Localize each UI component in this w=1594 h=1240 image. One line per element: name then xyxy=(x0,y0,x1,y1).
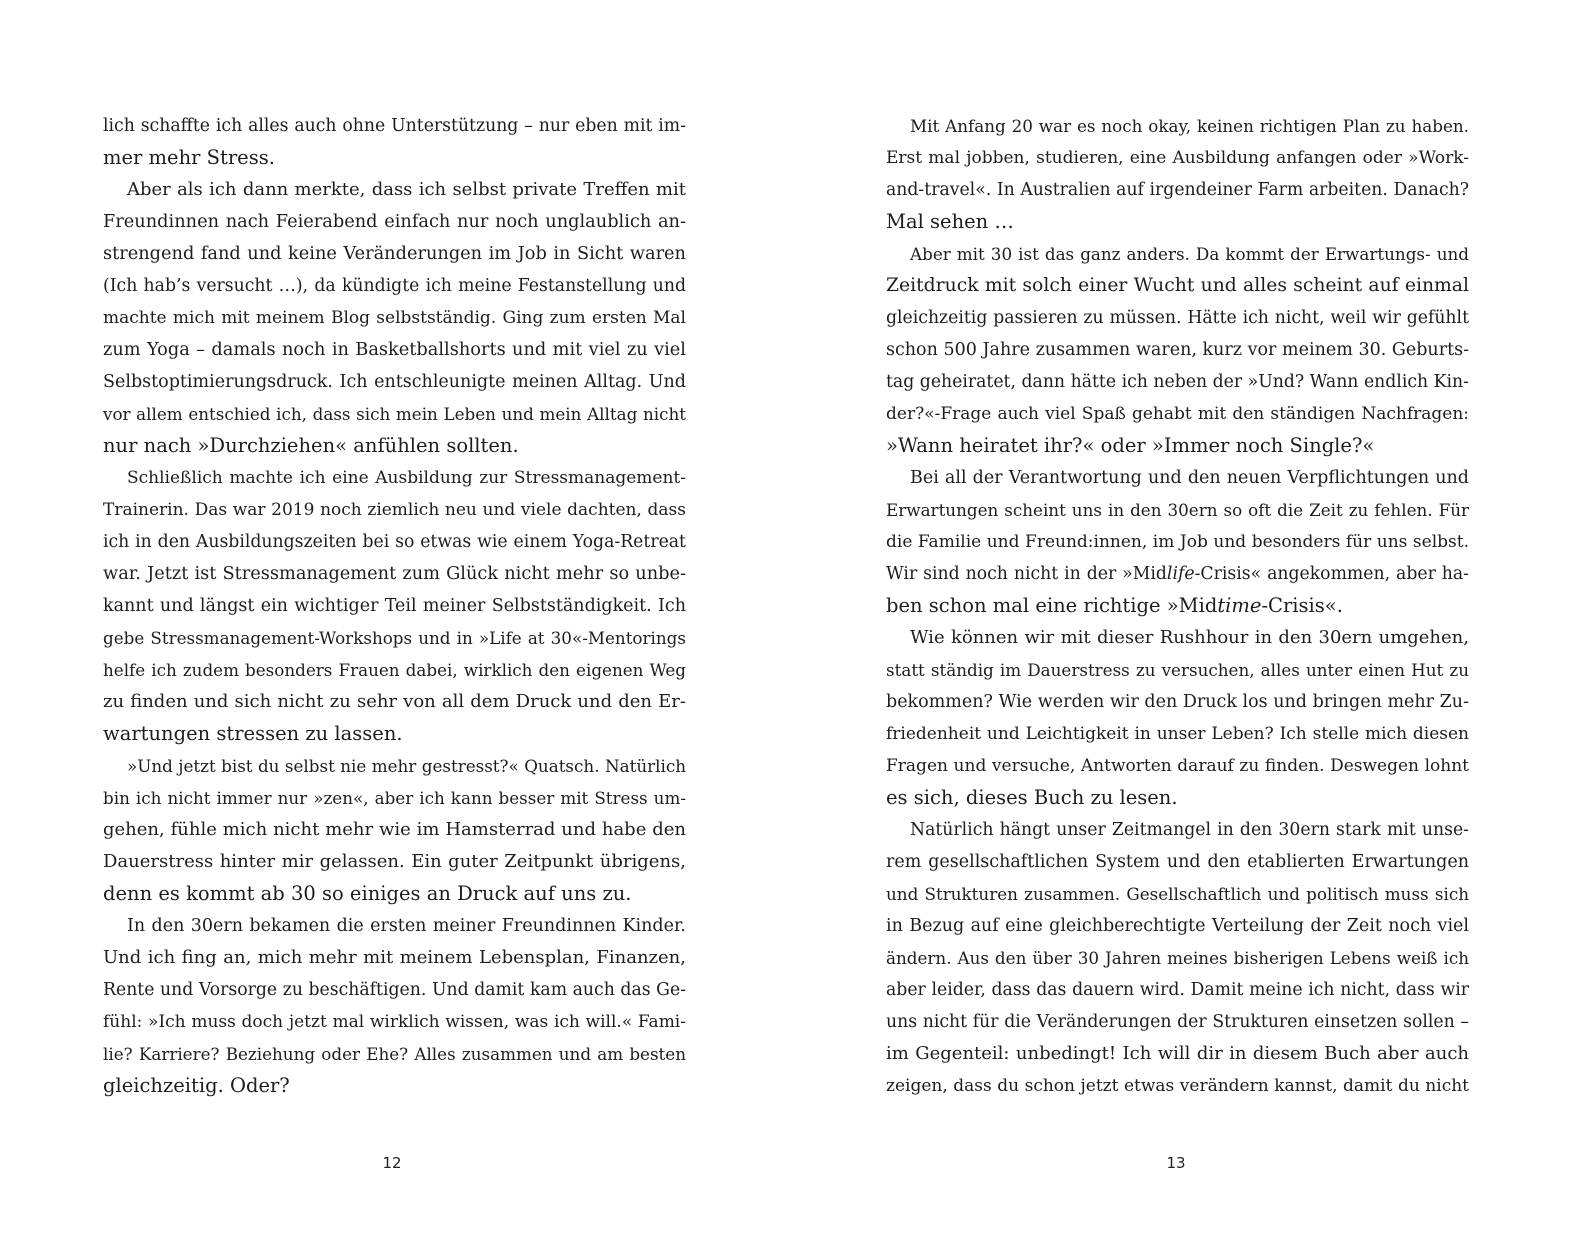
text-line: im Gegenteil: unbedingt! Ich will dir in diesem Buch aber auch xyxy=(886,1043,1469,1064)
text-line: and-travel«. In Australien auf irgendeiner Farm arbeiten. Danach? xyxy=(886,180,1469,200)
text-line: war. Jetzt ist Stressmanagement zum Glück nicht mehr so unbe- xyxy=(103,564,686,584)
text-line: Rente und Vorsorge zu beschäftigen. Und damit kam auch das Ge- xyxy=(103,980,686,1000)
text-line: »Wann heiratet ihr?« oder »Immer noch Single?« xyxy=(886,434,1375,457)
text-line: Mal sehen … xyxy=(886,210,1014,233)
text-line: tag geheiratet, dann hätte ich neben der »Und? Wann endlich Kin- xyxy=(886,372,1469,392)
text-line: und Strukturen zusammen. Gesellschaftlich und politisch muss sich xyxy=(886,884,1469,904)
emphasis-text: time xyxy=(1217,594,1262,617)
text-line: (Ich hab’s versucht …), da kündigte ich meine Festanstellung und xyxy=(103,276,686,296)
right-page xyxy=(886,110,1469,1102)
page-number: 13 xyxy=(1166,1154,1186,1172)
text-line: gebe Stressmanagement-Workshops und in »Life at 30«-Mentorings xyxy=(103,628,686,648)
text-line: Erst mal jobben, studieren, eine Ausbildung anfangen oder »Work- xyxy=(886,148,1469,168)
text-line: aber leider, dass das dauern wird. Damit meine ich nicht, dass wir xyxy=(886,980,1469,1000)
text-line: Wir sind noch nicht in der »Midlife-Crisis« angekommen, aber ha- xyxy=(886,564,1469,584)
text-line: gleichzeitig passieren zu müssen. Hätte ich nicht, weil wir gefühlt xyxy=(886,308,1469,328)
text-line: Aber mit 30 ist das ganz anders. Da kommt der Erwartungs- und xyxy=(910,244,1469,264)
text-line: Fragen und versuche, Antworten darauf zu finden. Deswegen lohnt xyxy=(886,756,1469,776)
text-line: rem gesellschaftlichen System und den etablierten Erwartungen xyxy=(886,852,1469,872)
text-line: ändern. Aus den über 30 Jahren meines bisherigen Lebens weiß ich xyxy=(886,948,1469,968)
text-line: Wie können wir mit dieser Rushhour in den 30ern umgehen, xyxy=(910,627,1469,648)
text-line: lie? Karriere? Beziehung oder Ehe? Alles zusammen und am besten xyxy=(103,1044,686,1064)
text-line: zu finden und sich nicht zu sehr von all dem Druck und den Er- xyxy=(103,691,686,712)
text-line: die Familie und Freund:innen, im Job und besonders für uns selbst. xyxy=(886,532,1469,552)
text-line: vor allem entschied ich, dass sich mein Leben und mein Alltag nicht xyxy=(103,404,686,424)
text-line: machte mich mit meinem Blog selbstständig. Ging zum ersten Mal xyxy=(103,308,686,328)
text-line: mer mehr Stress. xyxy=(103,146,275,169)
text-line: Schließlich machte ich eine Ausbildung zur Stressmanagement- xyxy=(127,468,686,488)
text-line: Trainerin. Das war 2019 noch ziemlich neu und viele dachten, dass xyxy=(103,500,686,520)
text-line: Erwartungen scheint uns in den 30ern so oft die Zeit zu fehlen. Für xyxy=(886,500,1469,520)
text-line: In den 30ern bekamen die ersten meiner Freundinnen Kinder. xyxy=(127,916,686,936)
text-line: schon 500 Jahre zusammen waren, kurz vor meinem 30. Geburts- xyxy=(886,340,1469,360)
text-line: »Und jetzt bist du selbst nie mehr gestresst?« Quatsch. Natürlich xyxy=(127,756,686,776)
text-line: gehen, fühle mich nicht mehr wie im Hamsterrad und habe den xyxy=(103,819,686,840)
text-line: Freundinnen nach Feierabend einfach nur noch unglaublich an- xyxy=(103,212,686,232)
text-line: es sich, dieses Buch zu lesen. xyxy=(886,786,1178,809)
text-line: bin ich nicht immer nur »zen«, aber ich kann besser mit Stress um- xyxy=(103,788,686,808)
text-line: Aber als ich dann merkte, dass ich selbst private Treffen mit xyxy=(127,179,686,200)
text-line: Bei all der Verantwortung und den neuen Verpflichtungen und xyxy=(910,468,1469,488)
left-page xyxy=(103,110,686,1102)
text-line: lich schaffte ich alles auch ohne Unterstützung – nur eben mit im- xyxy=(103,116,686,136)
text-line: strengend fand und keine Veränderungen im Job in Sicht waren xyxy=(103,244,686,264)
text-line: Und ich fing an, mich mehr mit meinem Lebensplan, Finanzen, xyxy=(103,947,686,968)
text-line: friedenheit und Leichtigkeit in unser Leben? Ich stelle mich diesen xyxy=(886,724,1469,744)
text-line: ich in den Ausbildungszeiten bei so etwas wie einem Yoga-Retreat xyxy=(103,532,686,552)
text-line: Dauerstress hinter mir gelassen. Ein guter Zeitpunkt übrigens, xyxy=(103,851,686,872)
text-line: der?«-Frage auch viel Spaß gehabt mit den ständigen Nachfragen: xyxy=(886,404,1469,424)
text-line: ben schon mal eine richtige »Midtime-Crisis«. xyxy=(886,594,1343,617)
page-number: 12 xyxy=(382,1154,402,1172)
text-line: zeigen, dass du schon jetzt etwas verändern kannst, damit du nicht xyxy=(886,1076,1469,1096)
text-line: helfe ich zudem besonders Frauen dabei, wirklich den eigenen Weg xyxy=(103,660,686,680)
text-line: zum Yoga – damals noch in Basketballshorts und mit viel zu viel xyxy=(103,340,686,360)
text-line: nur nach »Durchziehen« anfühlen sollten. xyxy=(103,434,519,457)
text-line: denn es kommt ab 30 so einiges an Druck auf uns zu. xyxy=(103,882,632,905)
text-line: in Bezug auf eine gleichberechtigte Verteilung der Zeit noch viel xyxy=(886,916,1469,936)
text-line: Selbstoptimierungsdruck. Ich entschleunigte meinen Alltag. Und xyxy=(103,372,686,392)
text-line: statt ständig im Dauerstress zu versuchen, alles unter einen Hut zu xyxy=(886,660,1469,680)
text-line: wartungen stressen zu lassen. xyxy=(103,722,403,745)
emphasis-text: life xyxy=(1166,564,1195,584)
text-line: fühl: »Ich muss doch jetzt mal wirklich wissen, was ich will.« Fami- xyxy=(103,1012,686,1032)
text-line: gleichzeitig. Oder? xyxy=(103,1074,290,1097)
text-line: Zeitdruck mit solch einer Wucht und alles scheint auf einmal xyxy=(886,275,1469,296)
text-line: Mit Anfang 20 war es noch okay, keinen richtigen Plan zu haben. xyxy=(910,116,1469,136)
text-line: bekommen? Wie werden wir den Druck los und bringen mehr Zu- xyxy=(886,692,1469,712)
text-line: uns nicht für die Veränderungen der Strukturen einsetzen sollen – xyxy=(886,1012,1469,1032)
text-line: kannt und längst ein wichtiger Teil meiner Selbstständigkeit. Ich xyxy=(103,596,686,616)
text-line: Natürlich hängt unser Zeitmangel in den 30ern stark mit unse- xyxy=(910,820,1469,840)
